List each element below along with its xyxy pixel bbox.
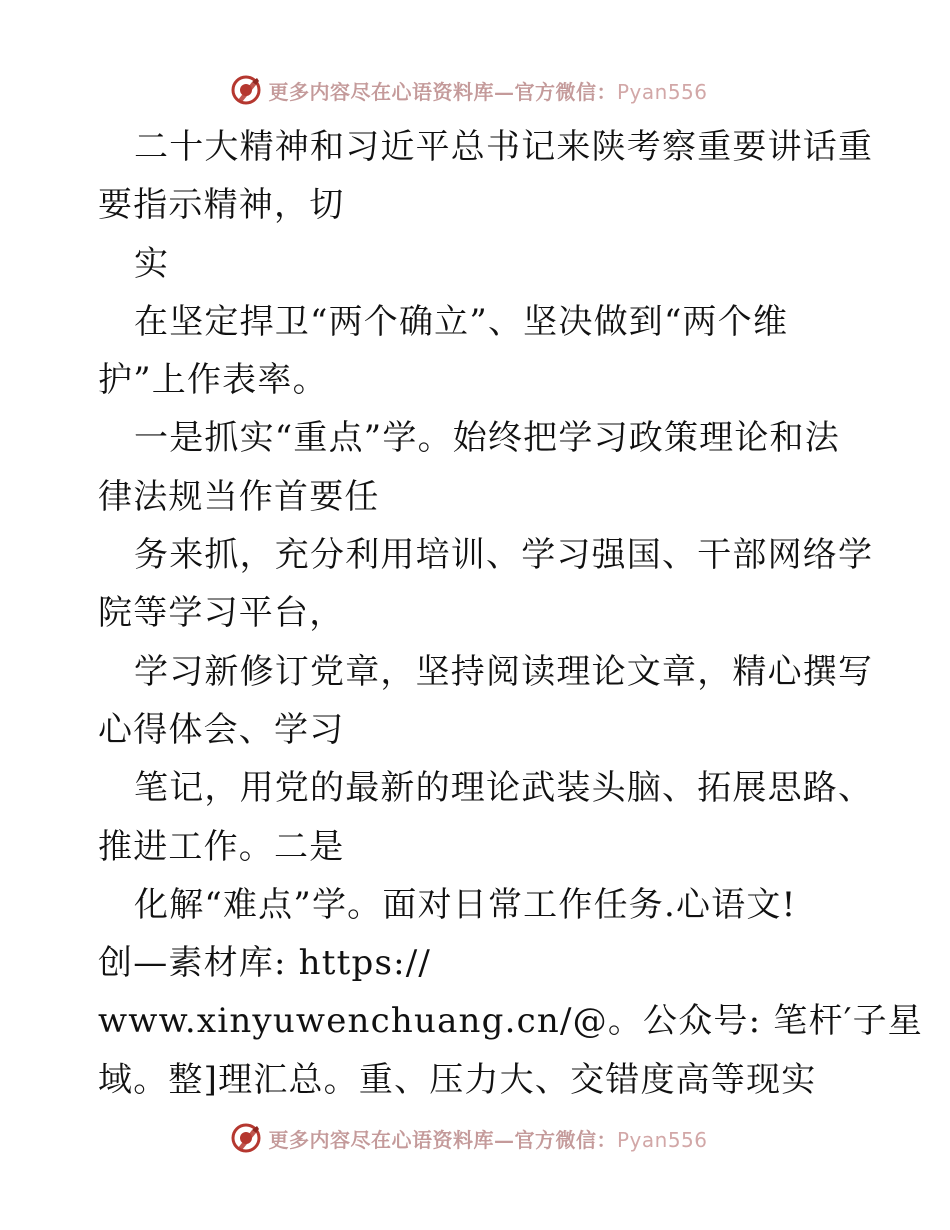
body-line: 要指示精神，切 bbox=[98, 185, 345, 226]
header-banner-text bbox=[268, 76, 707, 105]
body-line: 实 bbox=[134, 243, 170, 284]
pen-nib-logo-icon bbox=[230, 1122, 262, 1154]
body-line: 心得体会、学习 bbox=[98, 709, 345, 750]
body-line: 化解“难点”学。面对日常工作任务.心语文! bbox=[134, 884, 797, 925]
body-line: 院等学习平台， bbox=[98, 593, 345, 634]
body-line: 在坚定捍卫“两个确立”、坚决做到“两个维 bbox=[134, 301, 789, 342]
footer-banner bbox=[0, 1118, 950, 1158]
body-line: 务来抓，充分利用培训、学习强国、干部网络学 bbox=[134, 535, 874, 576]
header-banner-label: 更多内容尽在心语资料库—官方微信： bbox=[268, 79, 617, 104]
body-line: www.xinyuwenchuang.cn/@。公众号: 笔杆′子星 bbox=[98, 1001, 924, 1042]
footer-banner-text bbox=[268, 1124, 707, 1153]
body-line: 推进工作。二是 bbox=[98, 826, 345, 867]
body-line: 律法规当作首要任 bbox=[98, 476, 380, 517]
body-line: 二十大精神和习近平总书记来陕考察重要讲话重 bbox=[134, 127, 874, 167]
footer-banner-content bbox=[230, 1122, 707, 1154]
body-line: 一是抓实“重点”学。始终把学习政策理论和法 bbox=[134, 418, 840, 459]
footer-banner-wechat: Pyan556 bbox=[616, 1127, 708, 1152]
body-line: 笔记，用党的最新的理论武装头脑、拓展思路、 bbox=[134, 768, 874, 809]
body-line: 创—素材库: https:// bbox=[98, 943, 432, 984]
body-line: 域。整]理汇总。重、压力大、交错度高等现实 bbox=[98, 1059, 817, 1100]
header-banner bbox=[0, 70, 950, 110]
document-body bbox=[98, 118, 924, 1109]
body-line: 学习新修订党章，坚持阅读理论文章，精心撰写 bbox=[134, 651, 874, 692]
pen-nib-logo-icon bbox=[230, 74, 262, 106]
body-line: 护”上作表率。 bbox=[98, 360, 328, 401]
header-banner-content bbox=[230, 74, 707, 106]
footer-banner-label: 更多内容尽在心语资料库—官方微信： bbox=[268, 1127, 617, 1152]
header-banner-wechat: Pyan556 bbox=[616, 79, 708, 104]
